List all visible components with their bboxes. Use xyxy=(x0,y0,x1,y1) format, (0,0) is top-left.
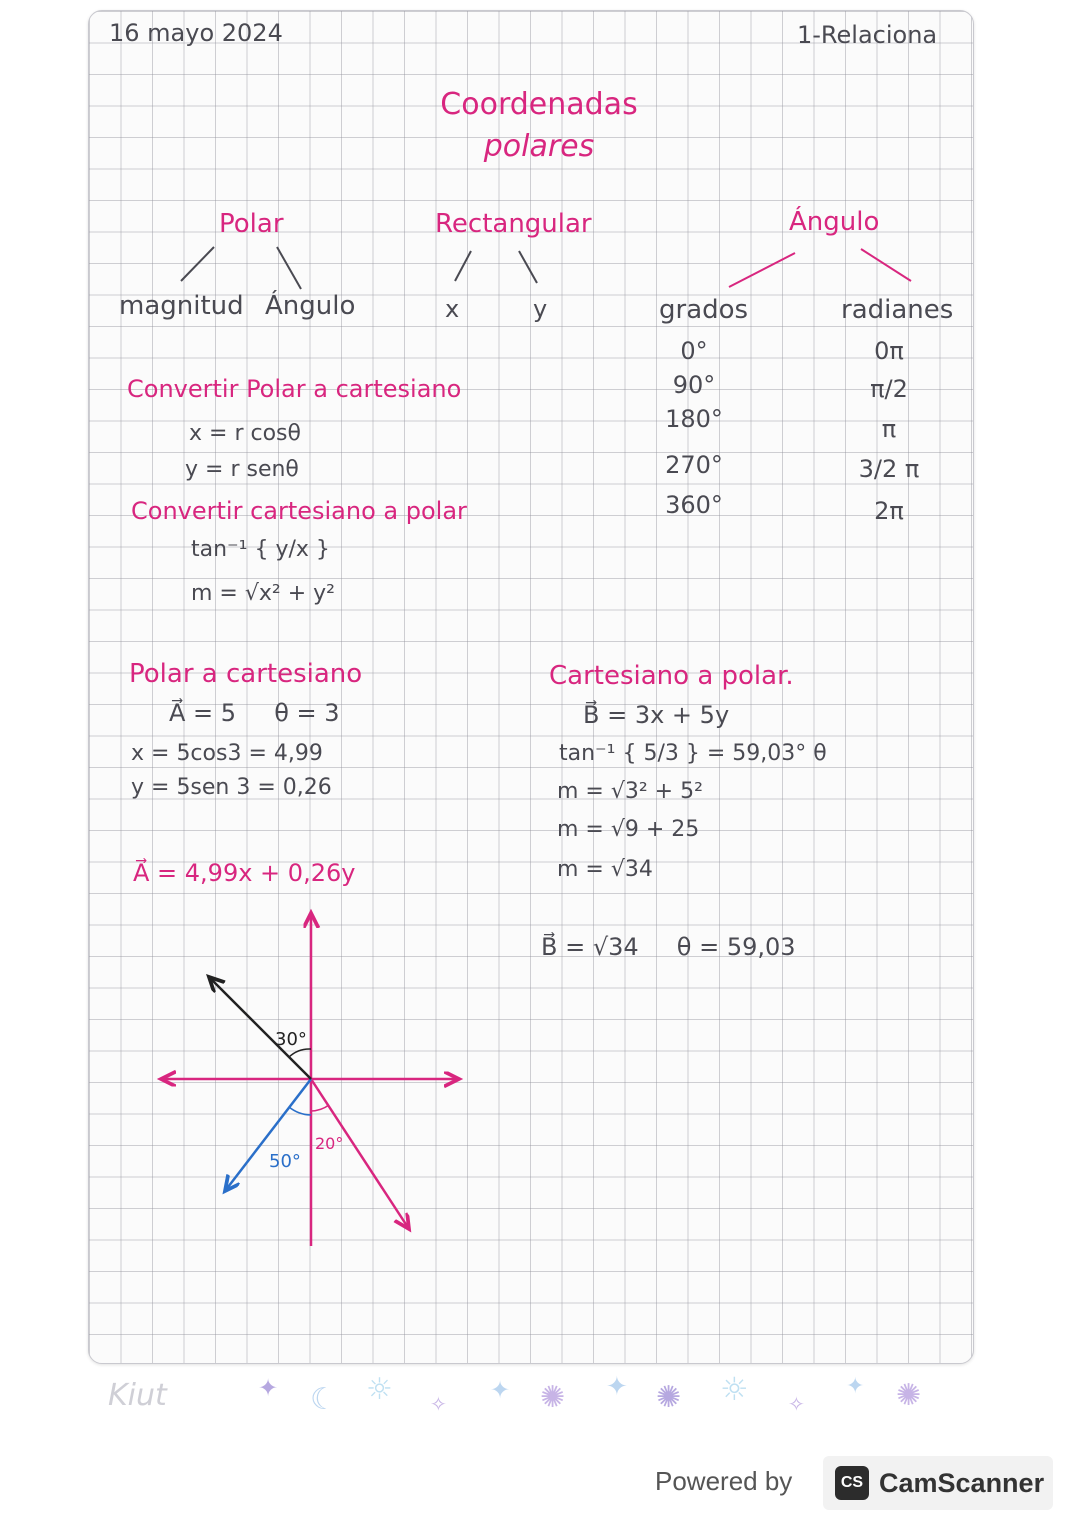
example2-result: B⃗ = √34 θ = 59,03 xyxy=(541,933,796,961)
vector-diagram xyxy=(89,11,973,1363)
blue-vector xyxy=(225,1079,311,1191)
example1-x-calc: x = 5cos3 = 4,99 xyxy=(131,741,323,766)
degree-value: 90° xyxy=(672,371,716,399)
sparkle-icon: ✦ xyxy=(846,1374,865,1399)
camscanner-logo-icon: CS xyxy=(835,1466,869,1500)
burst-icon: ✺ xyxy=(540,1380,566,1415)
cartesian-to-polar-heading: Convertir cartesiano a polar xyxy=(131,497,467,525)
degree-value: 0° xyxy=(680,337,708,365)
page-subtitle: polares xyxy=(483,129,595,164)
degrees-label: grados xyxy=(659,295,749,325)
example2-m-step1: m = √3² + 5² xyxy=(557,779,703,804)
angle-heading: Ángulo xyxy=(789,207,880,237)
camscanner-name: CamScanner xyxy=(879,1468,1045,1498)
black-vector xyxy=(209,977,311,1079)
brand-mark: Kiut xyxy=(108,1378,167,1413)
camscanner-badge xyxy=(823,1456,1053,1510)
sun-icon: ☼ xyxy=(720,1370,749,1408)
magnitude-label: magnitud xyxy=(119,291,244,321)
sun-icon: ☼ xyxy=(366,1372,393,1407)
date-text: 16 mayo 2024 xyxy=(109,19,283,47)
sparkle-icon: ✦ xyxy=(258,1374,279,1402)
example1-title: Polar a cartesiano xyxy=(129,659,363,689)
example1-y-calc: y = 5sen 3 = 0,26 xyxy=(131,775,332,800)
angle-label-30: 30° xyxy=(275,1029,307,1050)
burst-icon: ✺ xyxy=(656,1380,682,1415)
example1-given: A⃗ = 5 θ = 3 xyxy=(169,699,340,727)
radian-value: 0π xyxy=(874,337,904,365)
radian-value: π/2 xyxy=(870,375,908,403)
radian-value: 2π xyxy=(874,497,904,525)
polar-angle-label: Ángulo xyxy=(265,291,356,321)
example2-given: B⃗ = 3x + 5y xyxy=(583,701,730,729)
radians-label: radianes xyxy=(841,295,954,325)
example2-m-step3: m = √34 xyxy=(557,857,653,882)
radian-value: 3/2 π xyxy=(858,455,920,483)
star-icon: ✦ xyxy=(490,1376,511,1404)
degree-value: 270° xyxy=(665,451,723,479)
page-title: Coordenadas xyxy=(440,87,638,122)
y-formula: y = r senθ xyxy=(185,457,299,482)
notebook-page xyxy=(88,10,974,1364)
x-formula: x = r cosθ xyxy=(189,421,301,446)
decorative-strip xyxy=(100,1370,980,1426)
example2-title: Cartesiano a polar. xyxy=(549,661,794,691)
degree-value: 180° xyxy=(665,405,723,433)
x-label: x xyxy=(445,295,460,323)
radian-value: π xyxy=(881,415,897,443)
star-icon: ✧ xyxy=(430,1392,447,1416)
magnitude-formula: m = √x² + y² xyxy=(191,581,335,606)
camscanner-footer xyxy=(655,1456,1055,1512)
powered-by-text: Powered by xyxy=(655,1466,793,1496)
angle-label-20: 20° xyxy=(315,1134,344,1153)
sparkle-icon: ✦ xyxy=(606,1372,628,1402)
polar-heading: Polar xyxy=(219,209,284,239)
example2-m-step2: m = √9 + 25 xyxy=(557,817,700,842)
polar-to-cartesian-heading: Convertir Polar a cartesiano xyxy=(127,375,462,403)
angle-label-50: 50° xyxy=(269,1151,301,1172)
page-ref-text: 1-Relaciona xyxy=(797,21,938,49)
example2-tan-calc: tan⁻¹ { 5/3 } = 59,03° θ xyxy=(559,741,827,766)
degree-value: 360° xyxy=(665,491,723,519)
y-label: y xyxy=(533,295,548,323)
tan-formula: tan⁻¹ { y/x } xyxy=(191,537,330,562)
burst-icon: ✺ xyxy=(896,1378,922,1413)
example1-result: A⃗ = 4,99x + 0,26y xyxy=(133,859,356,887)
moon-icon: ☾ xyxy=(310,1382,337,1417)
rectangular-heading: Rectangular xyxy=(435,209,592,239)
star-icon: ✧ xyxy=(788,1392,805,1416)
